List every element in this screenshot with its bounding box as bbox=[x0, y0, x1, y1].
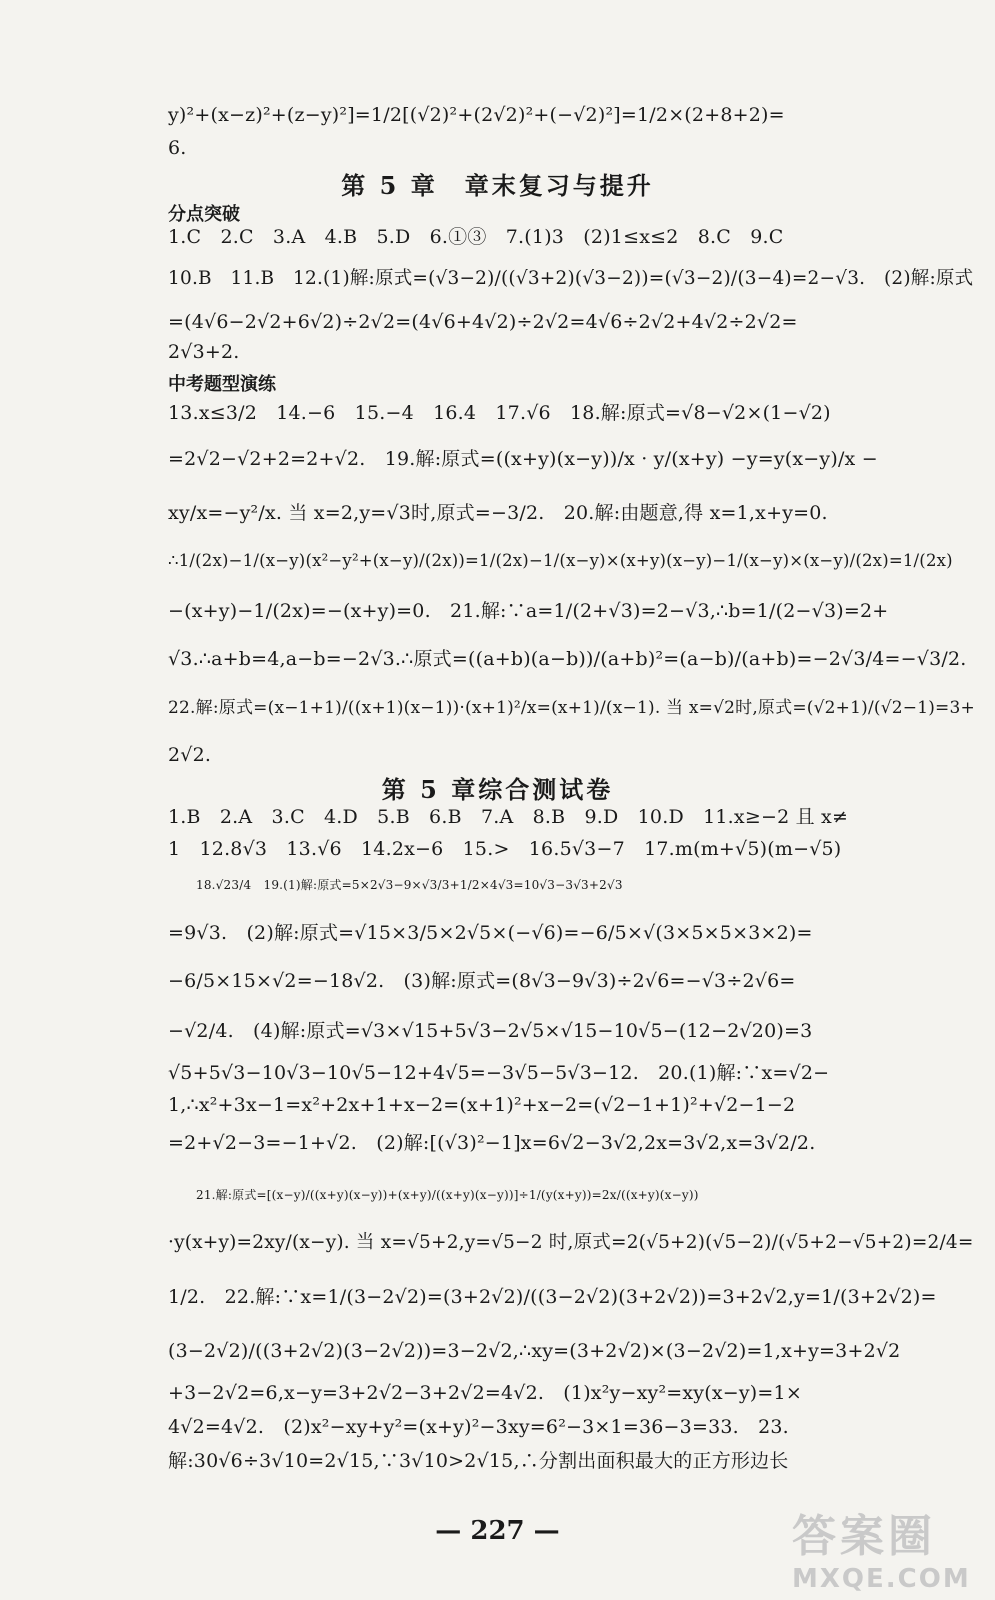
text-line: −√2/4. (4)解:原式=√3×√15+5√3−2√5×√15−10√5−(12−2√20)=3 bbox=[168, 1020, 813, 1042]
chapter-test-title: 第 5 章综合测试卷 bbox=[381, 775, 614, 804]
text-line: 2√3+2. bbox=[168, 341, 240, 363]
text-line: 1/2. 22.解:∵x=1/(3−2√2)=(3+2√2)/((3−2√2)(3+2√2))=3+2√2,y=1/(3+2√2)= bbox=[168, 1286, 937, 1308]
text-line: −6/5×15×√2=−18√2. (3)解:原式=(8√3−9√3)÷2√6=−√3÷2√6= bbox=[168, 970, 796, 992]
text-line: ·y(x+y)=2xy/(x−y). 当 x=√5+2,y=√5−2 时,原式=2(√5+2)(√5−2)/(√5+2−√5+2)=2/4= bbox=[168, 1232, 974, 1253]
text-line: 1.B 2.A 3.C 4.D 5.B 6.B 7.A 8.B 9.D 10.D 11.x≥−2 且 x≠ bbox=[168, 806, 849, 828]
text-line: +3−2√2=6,x−y=3+2√2−3+2√2=4√2. (1)x²y−xy²=xy(x−y)=1× bbox=[168, 1382, 802, 1404]
text-line: 22.解:原式=(x−1+1)/((x+1)(x−1))·(x+1)²/x=(x+1)/(x−1). 当 x=√2时,原式=(√2+1)/(√2−1)=3+ bbox=[168, 698, 975, 718]
text-line: 2√2. bbox=[168, 744, 212, 766]
text-line: (3−2√2)/((3+2√2)(3−2√2))=3−2√2,∴xy=(3+2√2)×(3−2√2)=1,x+y=3+2√2 bbox=[168, 1340, 901, 1362]
text-line: =2+√2−3=−1+√2. (2)解:[(√3)²−1]x=6√2−3√2,2x=3√2,x=3√2/2. bbox=[168, 1132, 816, 1154]
text-line: 18.√23/4 19.(1)解:原式=5×2√3−9×√3/3+1/2×4√3=10√3−3√3+2√3 bbox=[196, 878, 623, 892]
text-line: 13.x≤3/2 14.−6 15.−4 16.4 17.√6 18.解:原式=√8−√2×(1−√2) bbox=[168, 402, 831, 424]
text-line: −(x+y)−1/(2x)=−(x+y)=0. 21.解:∵a=1/(2+√3)=2−√3,∴b=1/(2−√3)=2+ bbox=[168, 600, 889, 622]
chapter-review-title: 第 5 章 章末复习与提升 bbox=[341, 171, 654, 200]
text-line: 1,∴x²+3x−1=x²+2x+1+x−2=(x+1)²+x−2=(√2−1+1)²+√2−1−2 bbox=[168, 1094, 796, 1116]
watermark-logo bbox=[792, 1500, 982, 1592]
text-line: xy/x=−y²/x. 当 x=2,y=√3时,原式=−3/2. 20.解:由题意,得 x=1,x+y=0. bbox=[168, 502, 828, 524]
watermark-text: 答案圈 bbox=[792, 1511, 936, 1562]
text-line: =2√2−√2+2=2+√2. 19.解:原式=((x+y)(x−y))/x · y/(x+y) −y=y(x−y)/x − bbox=[168, 448, 878, 470]
page-number: — 227 — bbox=[435, 1516, 560, 1546]
text-line: 4√2=4√2. (2)x²−xy+y²=(x+y)²−3xy=6²−3×1=36−3=33. 23. bbox=[168, 1416, 789, 1438]
text-line: 21.解:原式=[(x−y)/((x+y)(x−y))+(x+y)/((x+y)(x−y))]÷1/(y(x+y))=2x/((x+y)(x−y)) bbox=[196, 1188, 699, 1202]
text-line: =(4√6−2√2+6√2)÷2√2=(4√6+4√2)÷2√2=4√6÷2√2+4√2÷2√2= bbox=[168, 311, 798, 333]
text-line: 解:30√6÷3√10=2√15,∵3√10>2√15,∴分割出面积最大的正方形边长 bbox=[168, 1450, 789, 1472]
watermark-url: MXQE.COM bbox=[792, 1564, 971, 1594]
text-line: 10.B 11.B 12.(1)解:原式=(√3−2)/((√3+2)(√3−2))=(√3−2)/(3−4)=2−√3. (2)解:原式 bbox=[168, 268, 974, 289]
text-line: √3.∴a+b=4,a−b=−2√3.∴原式=((a+b)(a−b))/(a+b)²=(a−b)/(a+b)=−2√3/4=−√3/2. bbox=[168, 648, 967, 670]
section-subtitle: 中考题型演练 bbox=[168, 374, 276, 395]
text-line: 1 12.8√3 13.√6 14.2x−6 15.> 16.5√3−7 17.m(m+√5)(m−√5) bbox=[168, 838, 842, 860]
text-line: 6. bbox=[168, 137, 187, 159]
text-line: ∴1/(2x)−1/(x−y)(x²−y²+(x−y)/(2x))=1/(2x)−1/(x−y)×(x+y)(x−y)−1/(x−y)×(x−y)/(2x)=1/(2x) bbox=[168, 551, 953, 570]
text-line: =9√3. (2)解:原式=√15×3/5×2√5×(−√6)=−6/5×√(3×5×5×3×2)= bbox=[168, 922, 813, 944]
section-subtitle: 分点突破 bbox=[168, 204, 240, 225]
text-line: 1.C 2.C 3.A 4.B 5.D 6.①③ 7.(1)3 (2)1≤x≤2 8.C 9.C bbox=[168, 226, 784, 248]
text-line: √5+5√3−10√3−10√5−12+4√5=−3√5−5√3−12. 20.(1)解:∵x=√2− bbox=[168, 1062, 830, 1084]
text-line: y)²+(x−z)²+(z−y)²]=1/2[(√2)²+(2√2)²+(−√2)²]=1/2×(2+8+2)= bbox=[168, 104, 785, 126]
